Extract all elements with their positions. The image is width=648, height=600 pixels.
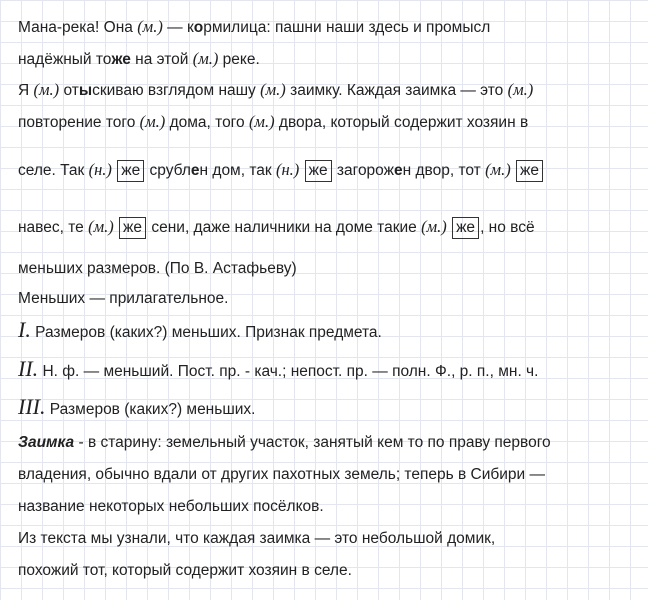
morpheme-box: же [119,217,146,239]
analysis-point-1: I. Размеров (каких?) меньших. Признак предмета. [18,317,382,342]
line-8: Меньших — прилагательное. [18,290,229,307]
line-5: селе. Так (н.) же срублен дом, так (н.) же загорожен двор, тот (м.) же [18,160,544,182]
roman-numeral: II. [18,356,39,381]
line-3: Я (м.) отыскиваю взглядом нашу (м.) заимку. Каждая заимка — это (м.) [18,80,534,99]
defined-term: Заимка [18,434,75,451]
line-2: надёжный тоже на этой (м.) реке. [18,49,260,68]
line-4: повторение того (м.) дома, того (м.) двора, который содержит хозяин в [18,112,529,131]
morpheme-box: же [117,160,144,182]
definition-line-2: владения, обычно вдали от других пахотных земель; теперь в Сибири — [18,466,546,483]
line-7: меньших размеров. (По В. Астафьеву) [18,260,297,277]
conclusion-line-1: Из текста мы узнали, что каждая заимка — это небольшой домик, [18,530,496,547]
roman-numeral: I. [18,317,31,342]
roman-numeral: III. [18,394,46,419]
analysis-point-2: II. Н. ф. — меньший. Пост. пр. - кач.; непост. пр. — полн. Ф., р. п., мн. ч. [18,356,539,381]
morpheme-box: же [516,160,543,182]
definition-line-3: название некоторых небольших посёлков. [18,498,324,515]
analysis-point-3: III. Размеров (каких?) меньших. [18,394,256,419]
definition-line-1: Заимка - в старину: земельный участок, занятый кем то по праву первого [18,434,551,451]
line-1: Мана-река! Она (м.) — кормилица: пашни наши здесь и промысл [18,17,491,36]
conclusion-line-2: похожий тот, который содержит хозяин в селе. [18,562,352,579]
morpheme-box: же [305,160,332,182]
morpheme-box: же [452,217,479,239]
line-6: навес, те (м.) же сени, даже наличники на доме такие (м.) же , но всё [18,217,535,239]
